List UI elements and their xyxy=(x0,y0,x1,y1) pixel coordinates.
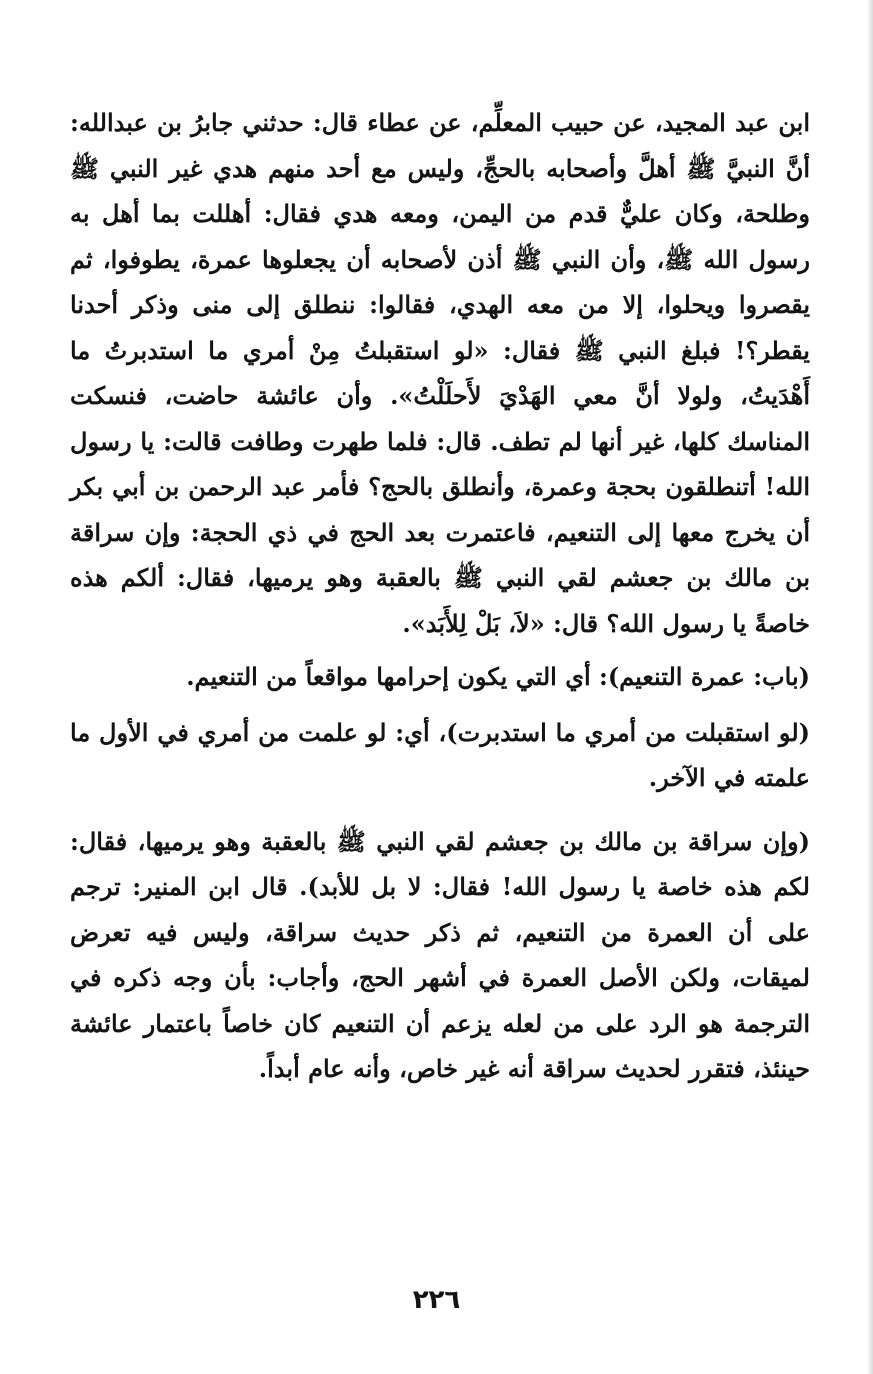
hadith-text: ابن عبد المجيد، عن حبيب المعلِّم، عن عطاء قال: حدثني جابرُ بن عبدالله: أنَّ النبيَّ ﷺ أهلَّ وأصحابه بالحجِّ، وليس مع أحد منهم هدي غير النبي ﷺ وطلحة، وكان عليٌّ قدم من اليمن، ومعه هدي فقال: أهللت بما أهل به رسول الله ﷺ، وأن النبي ﷺ أذن لأصحابه أن يجعلوها عمرة، يطوفوا، ثم يقصروا ويحلوا، إلا من معه الهدي، فقالوا: ننطلق إلى منى وذكر أحدنا يقطر؟! فبلغ النبي ﷺ فقال: «لو استقبلتُ مِنْ أمري ما استدبرتُ ما أَهْدَيتُ، ولولا أنَّ معي الهَدْيَ لأَحلَلْتُ». وأن عائشة حاضت، فنسكت المناسك كلها، غير أنها لم تطف. قال: فلما طهرت وطافت قالت: يا رسول الله! أتنطلقون بحجة وعمرة، وأنطلق بالحج؟ فأمر عبد الرحمن بن أبي بكر أن يخرج معها إلى التنعيم، فاعتمرت بعد الحج في ذي الحجة: وإن سراقة بن مالك بن جعشم لقي النبي ﷺ بالعقبة وهو يرميها، فقال: ألكم هذه خاصةً يا رسول الله؟ قال: «لاَ، بَلْ لِلأَبَد». xyxy=(70,108,810,638)
page-body xyxy=(70,100,810,1092)
note-law-istaqbaltu: (لو استقبلت من أمري ما استدبرت)، أي: لو علمت من أمري في الأول ما علمته في الآخر. xyxy=(70,717,810,792)
scan-edge-shadow xyxy=(867,0,873,1374)
note-bab-umrah-tanim: (باب: عمرة التنعيم): أي التي يكون إحرامها مواقعاً من التنعيم. xyxy=(186,662,810,691)
note-suraqa: (وإن سراقة بن مالك بن جعشم لقي النبي ﷺ بالعقبة وهو يرميها، فقال: لكم هذه خاصة يا رسول الله! فقال: لا بل للأبد). قال ابن المنير: ترجم على أن العمرة من التنعيم، ثم ذكر حديث سراقة، وليس فيه تعرض لميقات، ولكن الأصل العمرة في أشهر الحج، وأجاب: بأن وجه ذكره في الترجمة هو الرد على من لعله يزعم أن التنعيم كان خاصاً باعتمار عائشة حينئذ، فتقرر لحديث سراقة أنه غير خاص، وأنه عام أبداً. xyxy=(70,826,810,1083)
page-number: ٢٢٦ xyxy=(412,1285,461,1315)
